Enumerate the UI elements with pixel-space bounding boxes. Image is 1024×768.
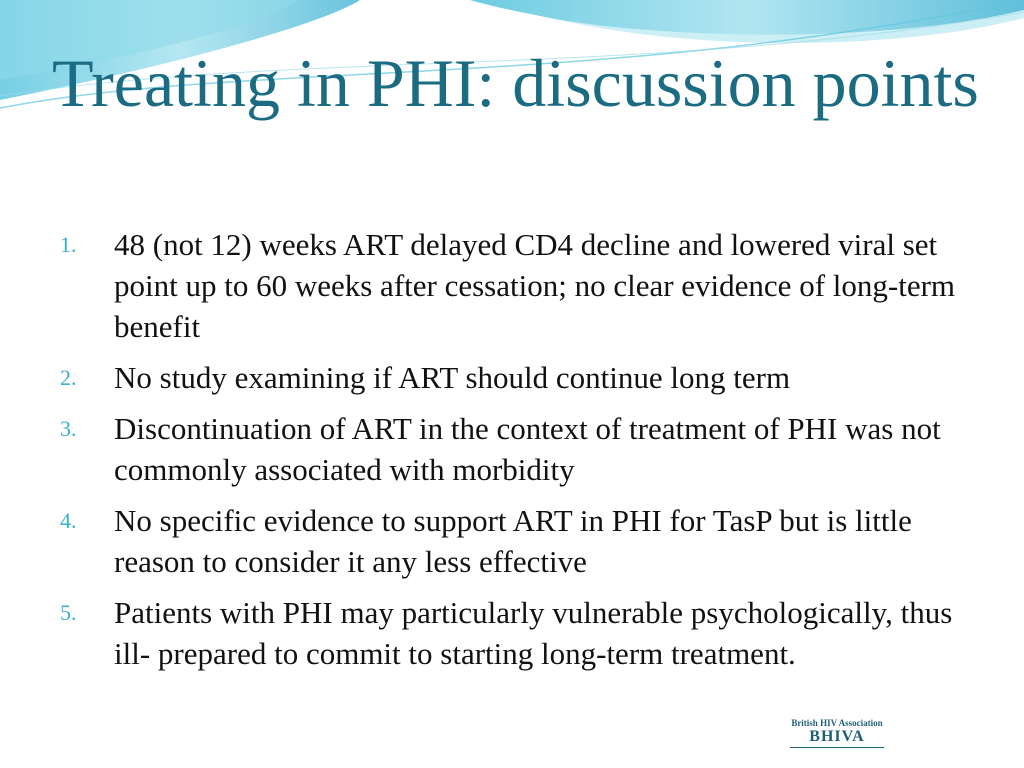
item-number: 1.	[60, 232, 77, 257]
slide-title: Treating in PHI: discussion points	[52, 45, 979, 121]
logo-acronym: BHIVA	[809, 728, 865, 745]
bhiva-logo	[786, 713, 888, 753]
item-number: 2.	[60, 365, 77, 390]
logo-underline	[790, 747, 884, 748]
list-item	[60, 224, 980, 347]
list-item	[60, 592, 980, 674]
list-item	[60, 500, 980, 582]
item-number: 4.	[60, 508, 77, 533]
item-text: No study examining if ART should continue long term	[114, 360, 791, 395]
item-text: Discontinuation of ART in the context of treatment of PHI was not commonly associated with morbidity	[114, 411, 941, 487]
list-item	[60, 357, 980, 398]
item-number: 5.	[60, 600, 77, 625]
discussion-points-list	[60, 224, 980, 684]
list-item	[60, 408, 980, 490]
item-text: No specific evidence to support ART in PHI for TasP but is little reason to consider it any less effective	[114, 503, 912, 579]
item-text: 48 (not 12) weeks ART delayed CD4 decline and lowered viral set point up to 60 weeks after cessation; no clear evidence of long-term benefit	[114, 227, 956, 344]
item-text: Patients with PHI may particularly vulnerable psychologically, thus ill- prepared to commit to starting long-term treatment.	[114, 595, 953, 671]
item-number: 3.	[60, 416, 77, 441]
logo-org-name: British HIV Association	[791, 718, 883, 728]
